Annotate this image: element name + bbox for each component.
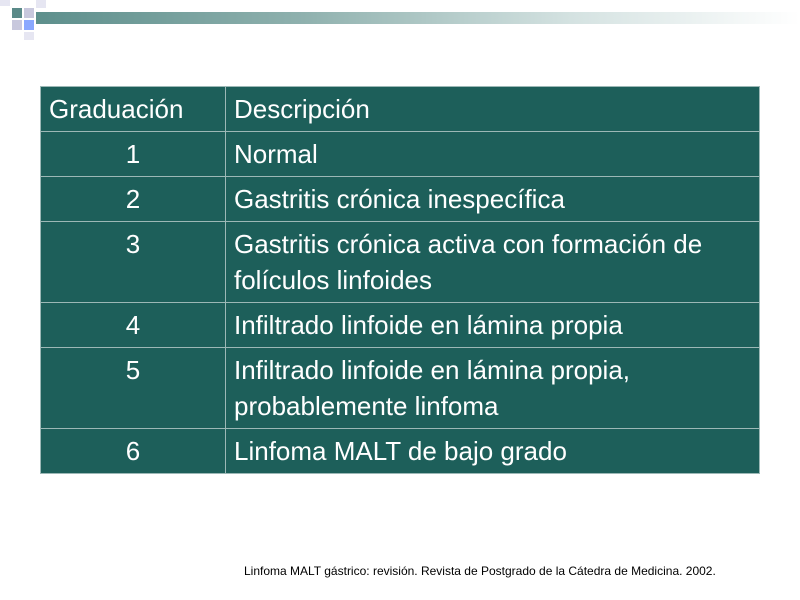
table-header-row — [41, 87, 760, 132]
description-cell: Infiltrado linfoide en lámina propia — [226, 303, 760, 348]
table-row — [41, 429, 760, 474]
decorative-square — [0, 0, 10, 6]
decorative-square — [24, 32, 34, 40]
table-row — [41, 222, 760, 303]
grade-cell: 3 — [41, 222, 226, 303]
table-row — [41, 348, 760, 429]
decorative-square — [12, 8, 22, 18]
grade-cell: 1 — [41, 132, 226, 177]
description-cell: Infiltrado linfoide en lámina propia, probablemente linfoma — [226, 348, 760, 429]
grade-cell: 5 — [41, 348, 226, 429]
decorative-header-bar — [36, 12, 800, 24]
table-row — [41, 303, 760, 348]
grading-table — [40, 86, 760, 474]
grade-cell: 4 — [41, 303, 226, 348]
description-cell: Gastritis crónica inespecífica — [226, 177, 760, 222]
description-cell: Gastritis crónica activa con formación de folículos linfoides — [226, 222, 760, 303]
grade-cell: 2 — [41, 177, 226, 222]
description-cell: Normal — [226, 132, 760, 177]
citation-text: Linfoma MALT gástrico: revisión. Revista de Postgrado de la Cátedra de Medicina. 2002. — [244, 564, 716, 578]
decorative-square — [12, 20, 22, 30]
decorative-square — [24, 8, 34, 18]
decorative-square — [24, 20, 34, 30]
grade-cell: 6 — [41, 429, 226, 474]
header-graduacion: Graduación — [41, 87, 226, 132]
table-row — [41, 177, 760, 222]
decorative-square — [36, 0, 46, 8]
table-row — [41, 132, 760, 177]
header-descripcion: Descripción — [226, 87, 760, 132]
description-cell: Linfoma MALT de bajo grado — [226, 429, 760, 474]
